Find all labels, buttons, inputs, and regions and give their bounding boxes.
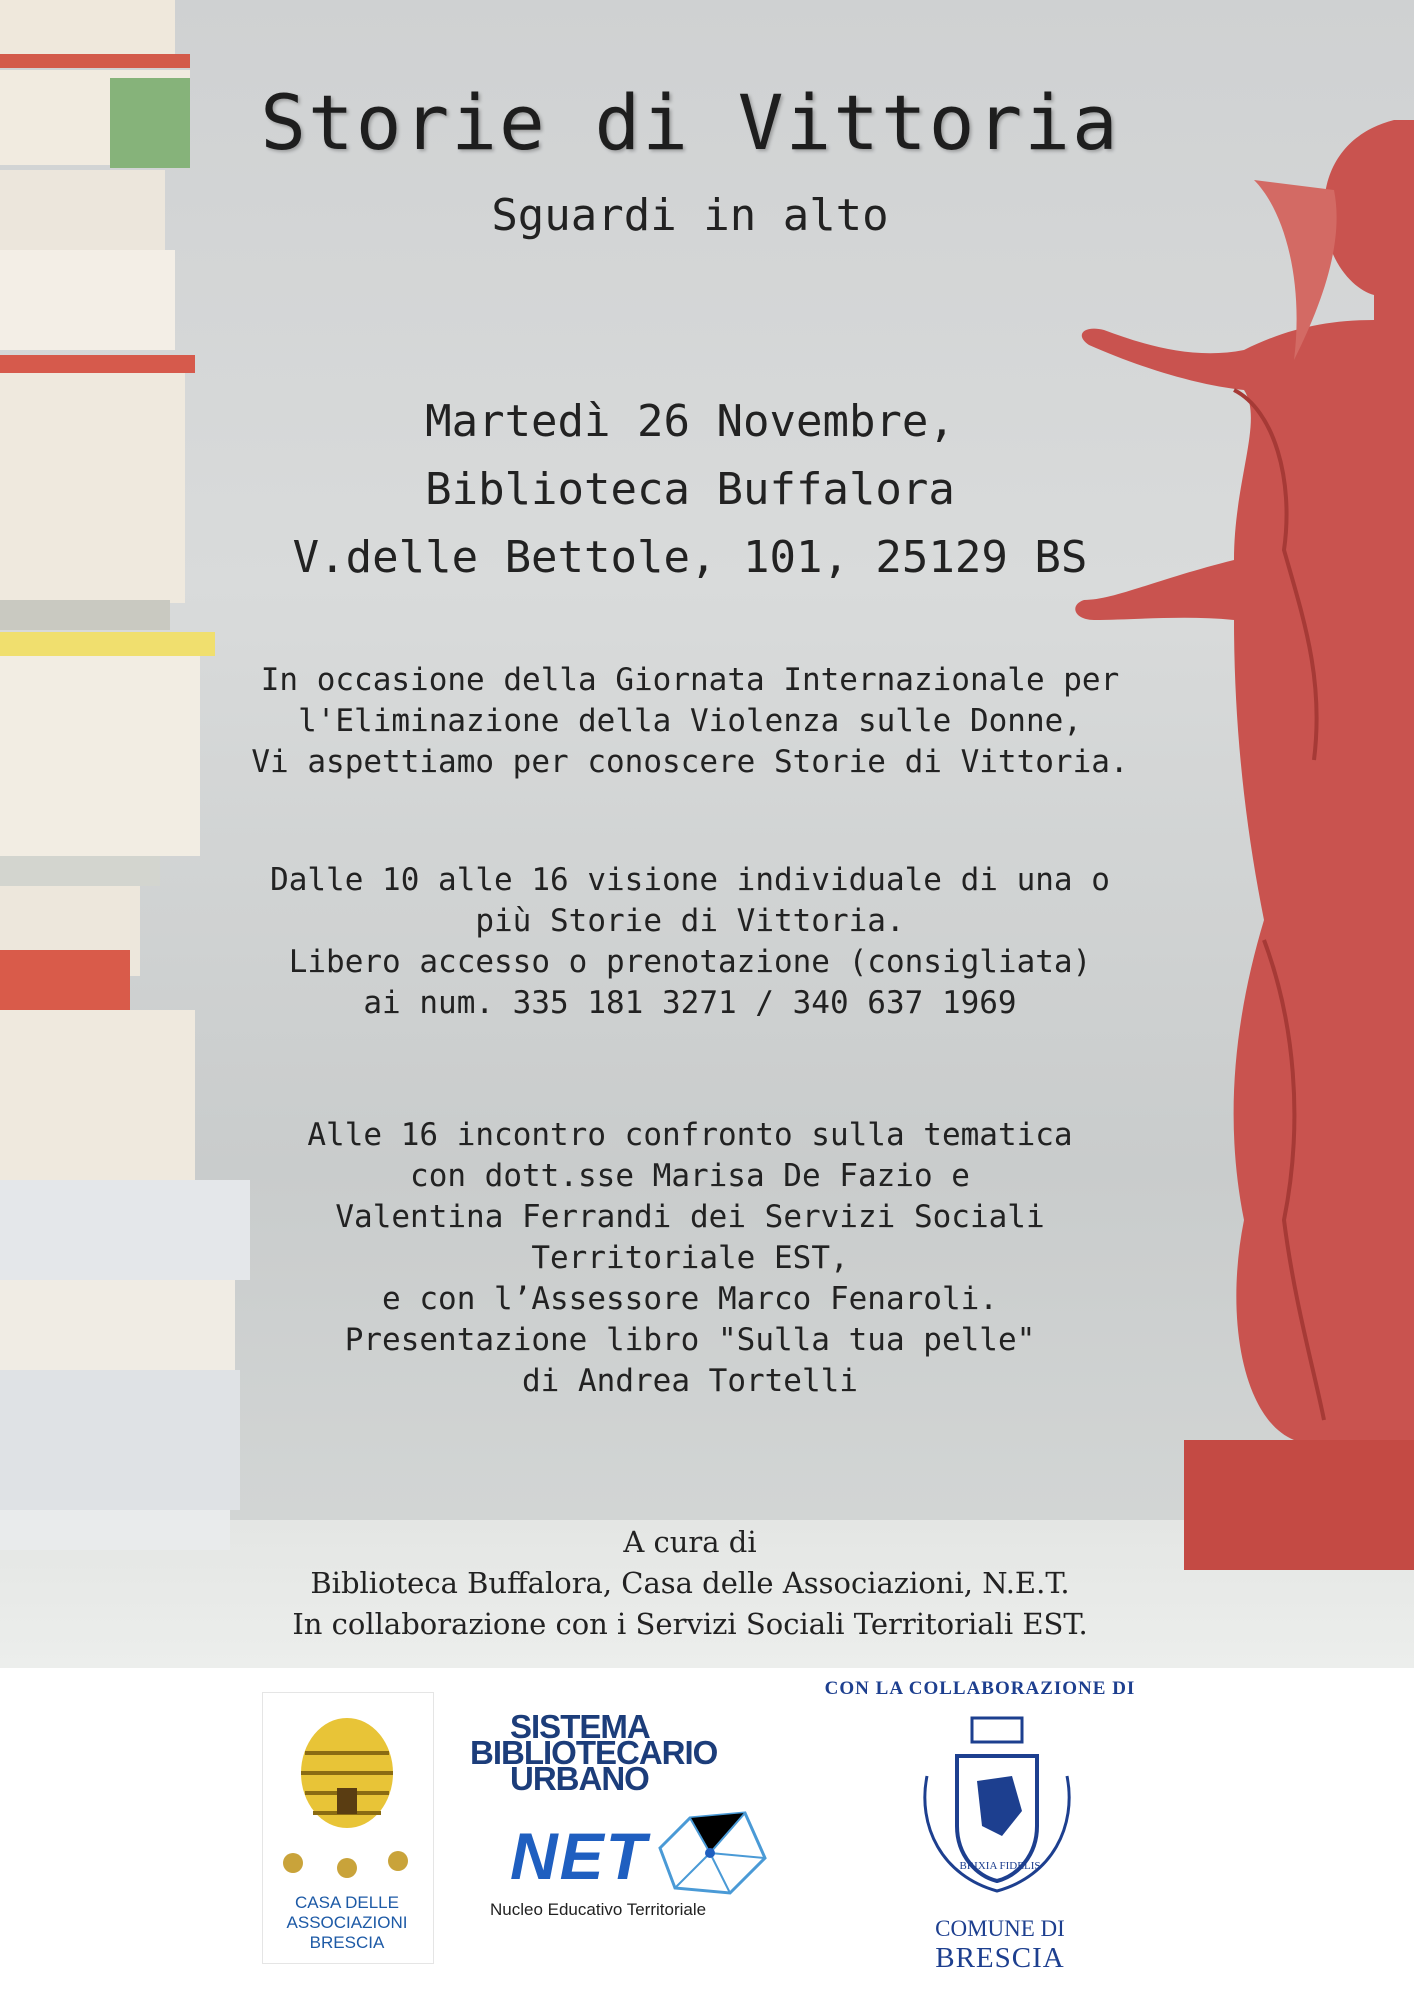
casa-line: CASA DELLE	[295, 1893, 399, 1912]
book-cover	[0, 355, 195, 373]
book	[0, 170, 165, 250]
text-line: Dalle 10 alle 16 visione individuale di una o	[270, 862, 1110, 898]
sistema-line: URBANO	[510, 1760, 649, 1797]
event-details	[150, 388, 1230, 592]
brescia-motto: BRIXIA FIDELIS	[959, 1860, 1041, 1872]
text-line: Libero accesso o prenotazione (consigliata)	[288, 944, 1092, 980]
sistema-line: SISTEMA	[510, 1708, 650, 1745]
text-line: A cura di	[623, 1525, 757, 1559]
book	[0, 600, 170, 630]
text-line: In collaborazione con i Servizi Sociali Territoriali EST.	[292, 1607, 1088, 1641]
collaboration-label: CON LA COLLABORAZIONE DI	[824, 1678, 1136, 1699]
event-date: Martedì 26 Novembre,	[425, 396, 955, 447]
book	[0, 250, 175, 350]
credits	[150, 1522, 1230, 1645]
text-line: di Andrea Tortelli	[522, 1363, 858, 1399]
sistema-bibliotecario-logo	[470, 1708, 790, 1797]
casa-line: ASSOCIAZIONI	[286, 1913, 408, 1932]
text-line: Vi aspettiamo per conoscere Storie di Vittoria.	[251, 744, 1129, 780]
text-line: e con l’Assessore Marco Fenaroli.	[382, 1281, 998, 1317]
comune-line: BRESCIA	[935, 1942, 1065, 1974]
text-line: l'Eliminazione della Violenza sulle Donne,	[298, 703, 1082, 739]
net-tagline: Nucleo Educativo Territoriale	[490, 1900, 707, 1919]
text-line: In occasione della Giornata Internazionale per	[260, 662, 1120, 698]
book-cover	[0, 950, 130, 1010]
text-line: Valentina Ferrandi dei Servizi Sociali	[335, 1199, 1045, 1235]
casa-associazioni-logo	[262, 1692, 434, 1964]
phone-numbers: ai num. 335 181 3271 / 340 637 1969	[363, 985, 1017, 1021]
book	[0, 856, 160, 886]
text-line: Presentazione libro "Sulla tua pelle"	[344, 1322, 1036, 1358]
book	[0, 0, 190, 68]
page-subtitle: Sguardi in alto	[491, 190, 889, 241]
net-name: NET	[510, 1819, 648, 1893]
sponsor-logos	[0, 1668, 1414, 2000]
books-stack-image	[0, 0, 260, 1668]
meeting-paragraph	[150, 1115, 1230, 1402]
beehive-icon	[263, 1693, 431, 1893]
text-line: Territoriale EST,	[531, 1240, 849, 1276]
text-line: Alle 16 incontro confronto sulla tematica	[307, 1117, 1073, 1153]
comune-di-brescia-label	[880, 1916, 1120, 1975]
event-venue: Biblioteca Buffalora	[425, 464, 955, 515]
book-cover	[0, 632, 215, 656]
network-map-icon	[650, 1808, 770, 1898]
text-line: con dott.sse Marisa De Fazio e	[410, 1158, 970, 1194]
comune-line: COMUNE DI	[935, 1916, 1065, 1941]
text-line: più Storie di Vittoria.	[475, 903, 905, 939]
event-address: V.delle Bettole, 101, 25129 BS	[292, 532, 1088, 583]
intro-paragraph	[150, 660, 1230, 783]
net-logo	[490, 1818, 790, 1928]
page-title: Storie di Vittoria	[260, 78, 1120, 167]
sistema-line: BIBLIOTECARIO	[470, 1734, 718, 1771]
casa-line: BRESCIA	[309, 1933, 385, 1952]
visits-paragraph	[150, 860, 1230, 1024]
text-line: Biblioteca Buffalora, Casa delle Associazioni, N.E.T.	[310, 1566, 1070, 1600]
